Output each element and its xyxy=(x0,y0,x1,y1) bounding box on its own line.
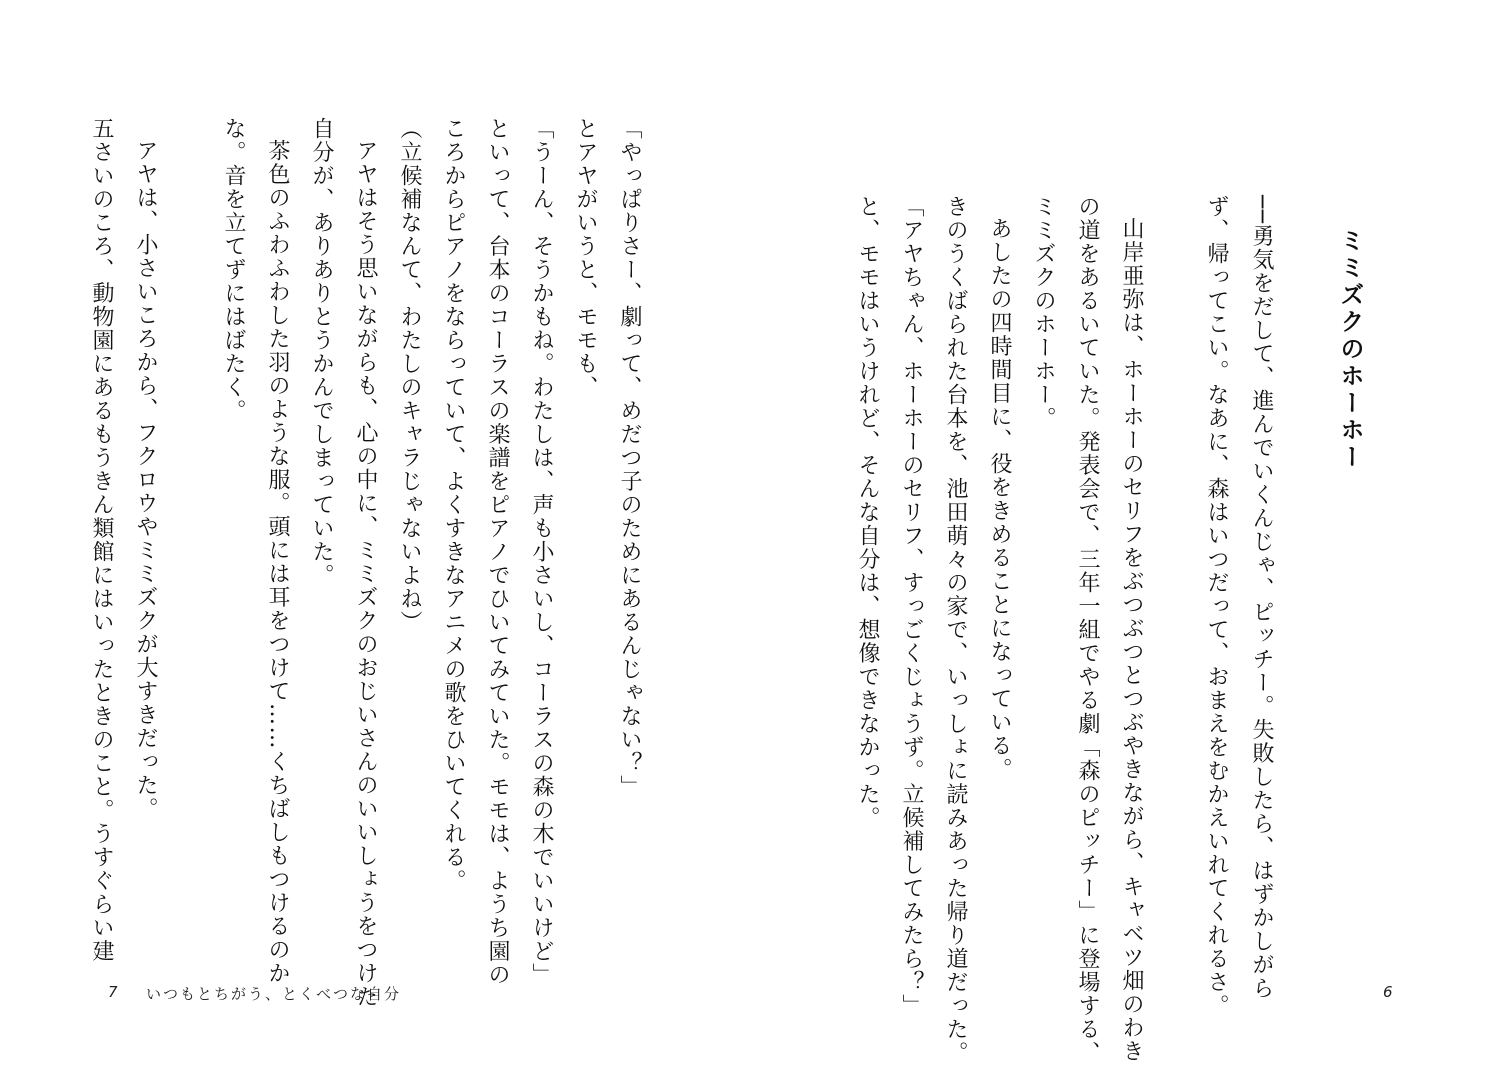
text-line: きのうくばられた台本を、池田萌々の家で、いっしょに読みあった帰り道だった。 xyxy=(943,195,968,1065)
text-line: 茶色のふわふわした羽のような服。頭には耳をつけて……くちばしもつけるのか xyxy=(265,139,290,985)
text-line: な。音を立てずにはばたく。 xyxy=(221,117,246,423)
text-line: といって、台本のコーラスの楽譜をピアノでひいてみていた。モモは、ようち園の xyxy=(485,117,510,987)
text-line: とアヤがいうと、モモも、 xyxy=(573,117,598,399)
text-line: あしたの四時間目に、役をきめることになっている。 xyxy=(987,217,1012,781)
text-line: の道をあるいていた。発表会で、三年一組でやる劇「森のピッチー」に登場する、 xyxy=(1075,195,1100,1065)
text-line: と、モモはいうけれど、そんな自分は、想像できなかった。 xyxy=(855,195,880,830)
text-line: ころからピアノをならっていて、よくすきなアニメの歌をひいてくれる。 xyxy=(441,117,466,893)
text-line: 「アヤちゃん、ホーホーのセリフ、すっごくじょうず。立候補してみたら？」 xyxy=(899,195,924,1018)
text-line: 「うーん、そうかもね。わたしは、声も小さいし、コーラスの森の木でいいけど」 xyxy=(529,117,554,987)
text-line: アヤは、小さいころから、フクロウやミミズクが大すきだった。 xyxy=(133,139,158,821)
text-line: アヤはそう思いながらも、心の中に、ミミズクのおじいさんのいいしょうをつけた xyxy=(353,139,378,1009)
text-line: ──勇気をだして、進んでいくんじゃ、ピッチー。失敗したら、はずかしがら xyxy=(1249,195,1274,1000)
text-line: （立候補なんて、わたしのキャラじゃないよね） xyxy=(397,117,422,634)
left-page xyxy=(0,0,750,1064)
text-line: ず、帰ってこい。なあに、森はいつだって、おまえをむかえいれてくれるさ。 xyxy=(1204,195,1229,1018)
page-number: 7 xyxy=(108,983,118,1001)
text-line: 五さいのころ、動物園にあるもうきん類館にはいったときのこと。うすぐらい建 xyxy=(89,117,114,963)
text-line: 自分が、ありありとうかんでしまっていた。 xyxy=(309,117,334,587)
text-line: ミミズクのホーホー。 xyxy=(1031,195,1056,430)
text-line: 山岸亜弥は、ホーホーのセリフをぶつぶつとつぶやきながら、キャベツ畑のわき xyxy=(1119,217,1144,1063)
running-head: いつもとちがう、とくべつな自分 xyxy=(146,985,402,1003)
page-number: 6 xyxy=(1383,983,1393,1001)
chapter-title: ミミズクのホーホー xyxy=(1336,228,1364,471)
right-page xyxy=(750,0,1500,1064)
text-line: 「やっぱりさー、劇って、めだつ子のためにあるんじゃない？」 xyxy=(617,117,642,799)
